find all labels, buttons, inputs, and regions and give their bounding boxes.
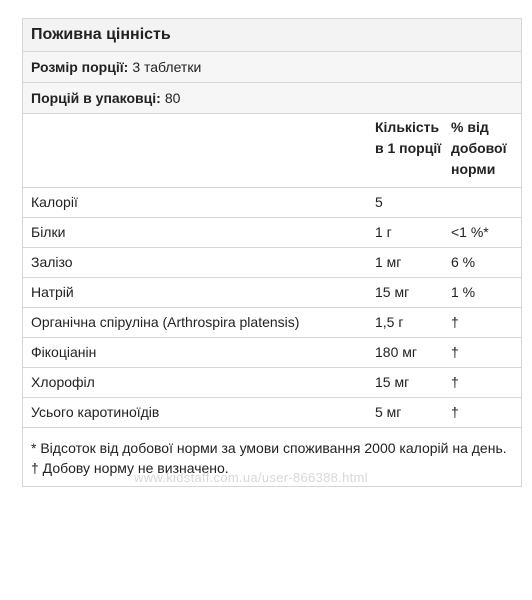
nutrient-amount: 1 мг [375, 254, 402, 270]
dv-header-line: % від [451, 119, 489, 135]
nutrient-amount: 15 мг [375, 374, 410, 390]
nutrient-name: Усього каротиноїдів [31, 404, 160, 420]
servings-per-container-value: 80 [164, 90, 181, 106]
serving-size-value: 3 таблетки [132, 59, 202, 75]
nutrient-daily-value: † [451, 374, 459, 390]
nutrient-daily-value: <1 %* [451, 224, 489, 240]
nutrient-name: Білки [31, 224, 66, 240]
nutrient-daily-value: † [451, 314, 459, 330]
nutrient-amount: 1 г [375, 224, 392, 240]
nutrient-name: Органічна спіруліна (Arthrospira platensis) [31, 314, 300, 330]
serving-size-label: Розмір порції: [31, 59, 129, 75]
panel-title: Поживна цінність [23, 18, 521, 52]
table-row [23, 278, 521, 308]
table-row [23, 338, 521, 368]
nutrient-name: Залізо [31, 254, 73, 270]
watermark-text: www.kidstaff.com.ua/user-866388.html [134, 470, 368, 485]
nutrient-amount: 5 мг [375, 404, 402, 420]
nutrient-amount: 5 [375, 194, 383, 210]
servings-per-container-label: Порцій в упаковці: [31, 90, 161, 106]
table-row [23, 218, 521, 248]
servings-per-container-row [23, 83, 521, 114]
dv-header-line: добової [451, 140, 507, 156]
column-header-row [23, 114, 521, 188]
nutrient-daily-value: † [451, 344, 459, 360]
table-row [23, 308, 521, 338]
dv-header-line: норми [451, 161, 496, 177]
nutrient-amount: 1,5 г [375, 314, 404, 330]
nutrient-name: Хлорофіл [31, 374, 95, 390]
nutrient-name: Натрій [31, 284, 74, 300]
daily-value-column-header [451, 117, 513, 180]
nutrient-name: Фікоціанін [31, 344, 97, 360]
table-row [23, 398, 521, 428]
nutrient-daily-value: 6 % [451, 254, 476, 270]
nutrient-daily-value: 1 % [451, 284, 476, 300]
nutrient-amount: 180 мг [375, 344, 417, 360]
table-row [23, 248, 521, 278]
footnote-daily-value: * Відсоток від добової норми за умови споживання 2000 калорій на день. [31, 440, 507, 456]
amount-column-header [375, 117, 445, 159]
nutrient-daily-value: † [451, 404, 459, 420]
table-row [23, 368, 521, 398]
table-row [23, 188, 521, 218]
amount-header-line: Кількість [375, 119, 440, 135]
nutrient-name: Калорії [31, 194, 78, 210]
amount-header-line: в 1 порції [375, 140, 442, 156]
footnote-not-established: † Добову норму не визначено. [31, 460, 229, 476]
serving-size-row [23, 52, 521, 83]
nutrition-facts-panel [22, 18, 522, 487]
nutrient-amount: 15 мг [375, 284, 410, 300]
